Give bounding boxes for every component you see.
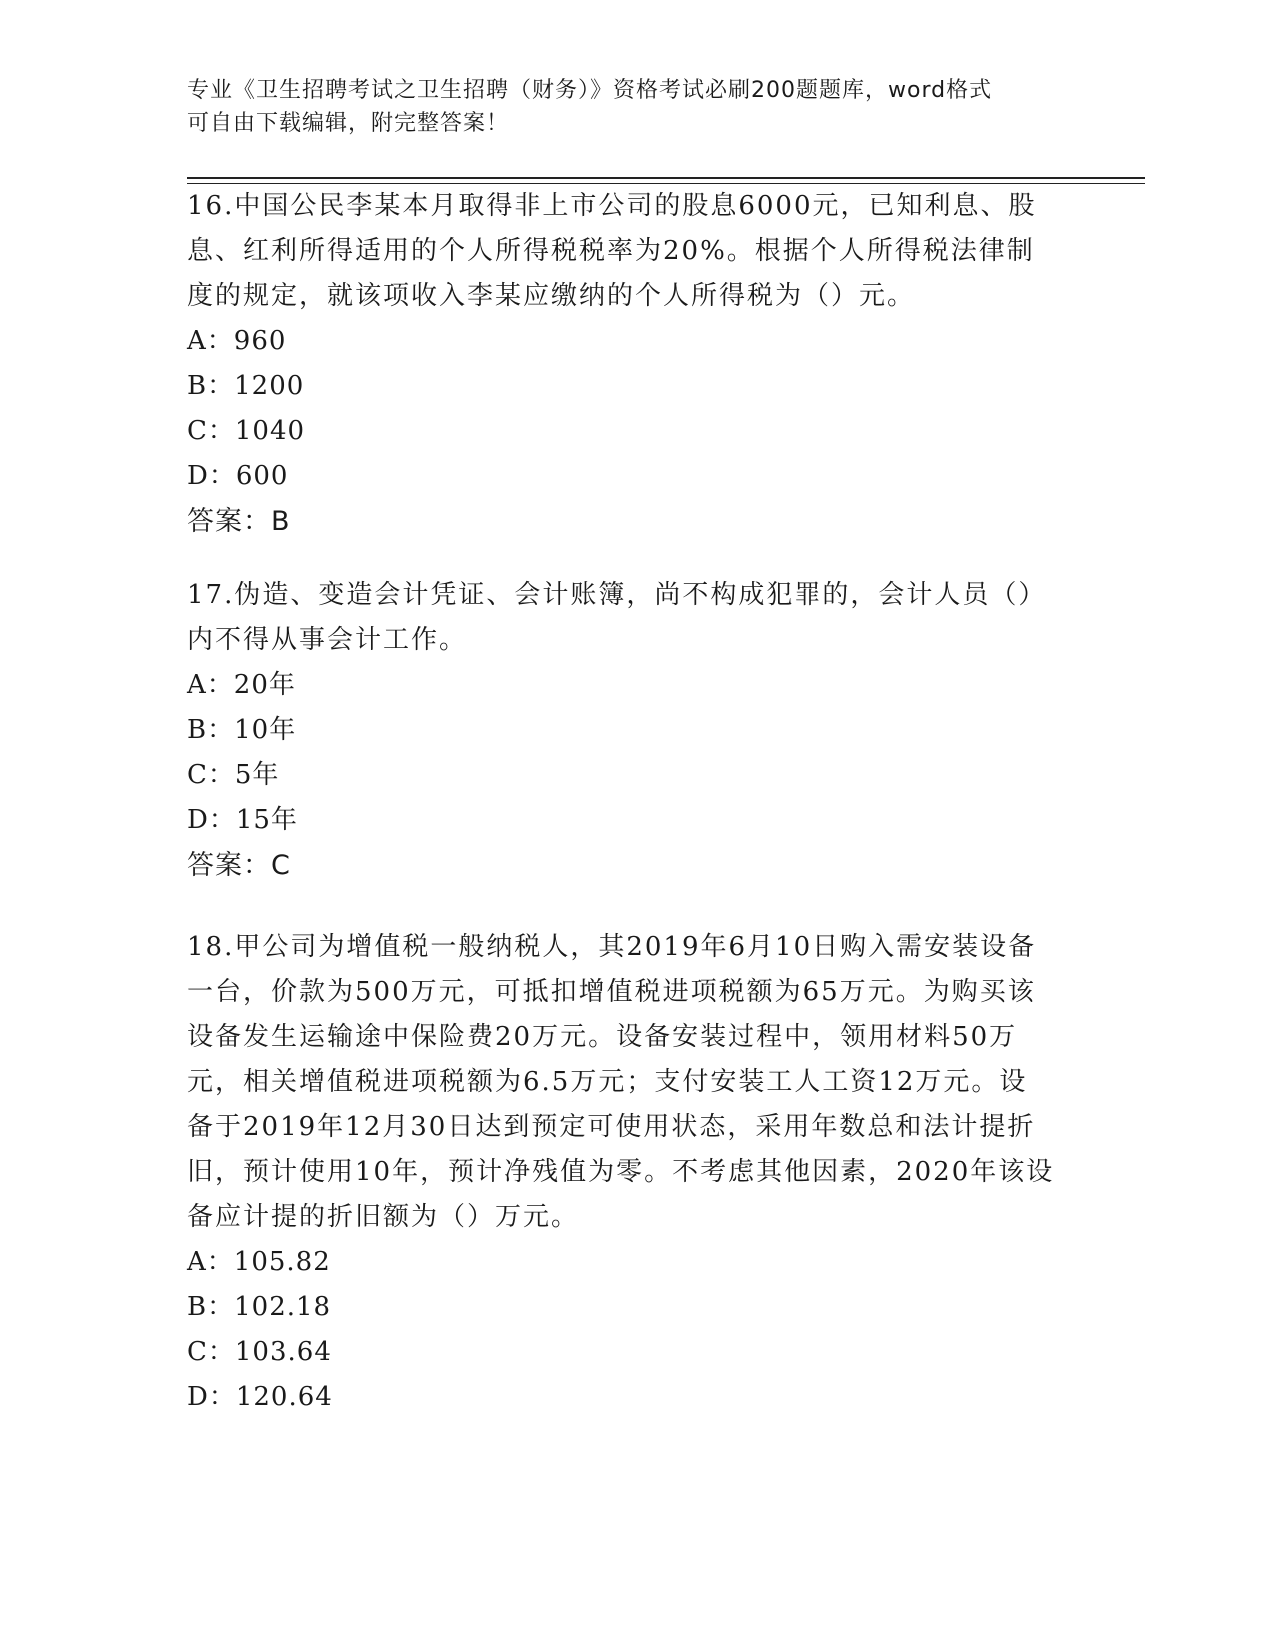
document-header	[187, 74, 1067, 140]
stem-line: 18.甲公司为增值税一般纳税人，其2019年6月10日购入需安装设备	[187, 932, 1037, 962]
stem-line: 17.伪造、变造会计凭证、会计账簿，尚不构成犯罪的，会计人员（）	[187, 580, 1047, 610]
stem-line: 16.中国公民李某本月取得非上市公司的股息6000元，已知利息、股	[187, 191, 1037, 221]
option-d: D：120.64	[187, 1382, 333, 1412]
question-stem	[187, 573, 1087, 663]
option-a: A：20年	[187, 670, 296, 700]
option-c: C：5年	[187, 760, 280, 790]
answer-label: 答案：B	[187, 506, 291, 537]
stem-line: 度的规定，就该项收入李某应缴纳的个人所得税为（）元。	[187, 281, 916, 311]
option-d: D：15年	[187, 805, 298, 835]
stem-line: 旧，预计使用10年，预计净残值为零。不考虑其他因素，2020年该设	[187, 1157, 1055, 1187]
stem-line: 元，相关增值税进项税额为6.5万元；支付安装工人工资12万元。设	[187, 1067, 1028, 1097]
question-stem	[187, 925, 1087, 1240]
option-a: A：105.82	[187, 1247, 331, 1277]
stem-line: 息、红利所得适用的个人所得税税率为20%。根据个人所得税法律制	[187, 236, 1035, 266]
stem-line: 内不得从事会计工作。	[187, 625, 468, 655]
stem-line: 一台，价款为500万元，可抵扣增值税进项税额为65万元。为购买该	[187, 977, 1036, 1007]
header-line-2: 可自由下载编辑，附完整答案！	[187, 111, 510, 136]
option-b: B：1200	[187, 371, 305, 401]
stem-line: 备于2019年12月30日达到预定可使用状态，采用年数总和法计提折	[187, 1112, 1036, 1142]
option-c: C：1040	[187, 416, 306, 446]
question-18	[187, 925, 1087, 1420]
question-16	[187, 184, 1087, 544]
question-stem	[187, 184, 1087, 319]
header-divider-thick	[187, 177, 1145, 179]
question-17	[187, 573, 1087, 888]
stem-line: 备应计提的折旧额为（）万元。	[187, 1202, 580, 1232]
option-b: B：10年	[187, 715, 297, 745]
option-d: D：600	[187, 461, 289, 491]
answer-label: 答案：C	[187, 850, 291, 881]
stem-line: 设备发生运输途中保险费20万元。设备安装过程中，领用材料50万	[187, 1022, 1018, 1052]
header-line-1: 专业《卫生招聘考试之卫生招聘（财务）》资格考试必刷200题题库，word格式	[187, 78, 993, 103]
option-c: C：103.64	[187, 1337, 332, 1367]
option-b: B：102.18	[187, 1292, 332, 1322]
option-a: A：960	[187, 326, 287, 356]
